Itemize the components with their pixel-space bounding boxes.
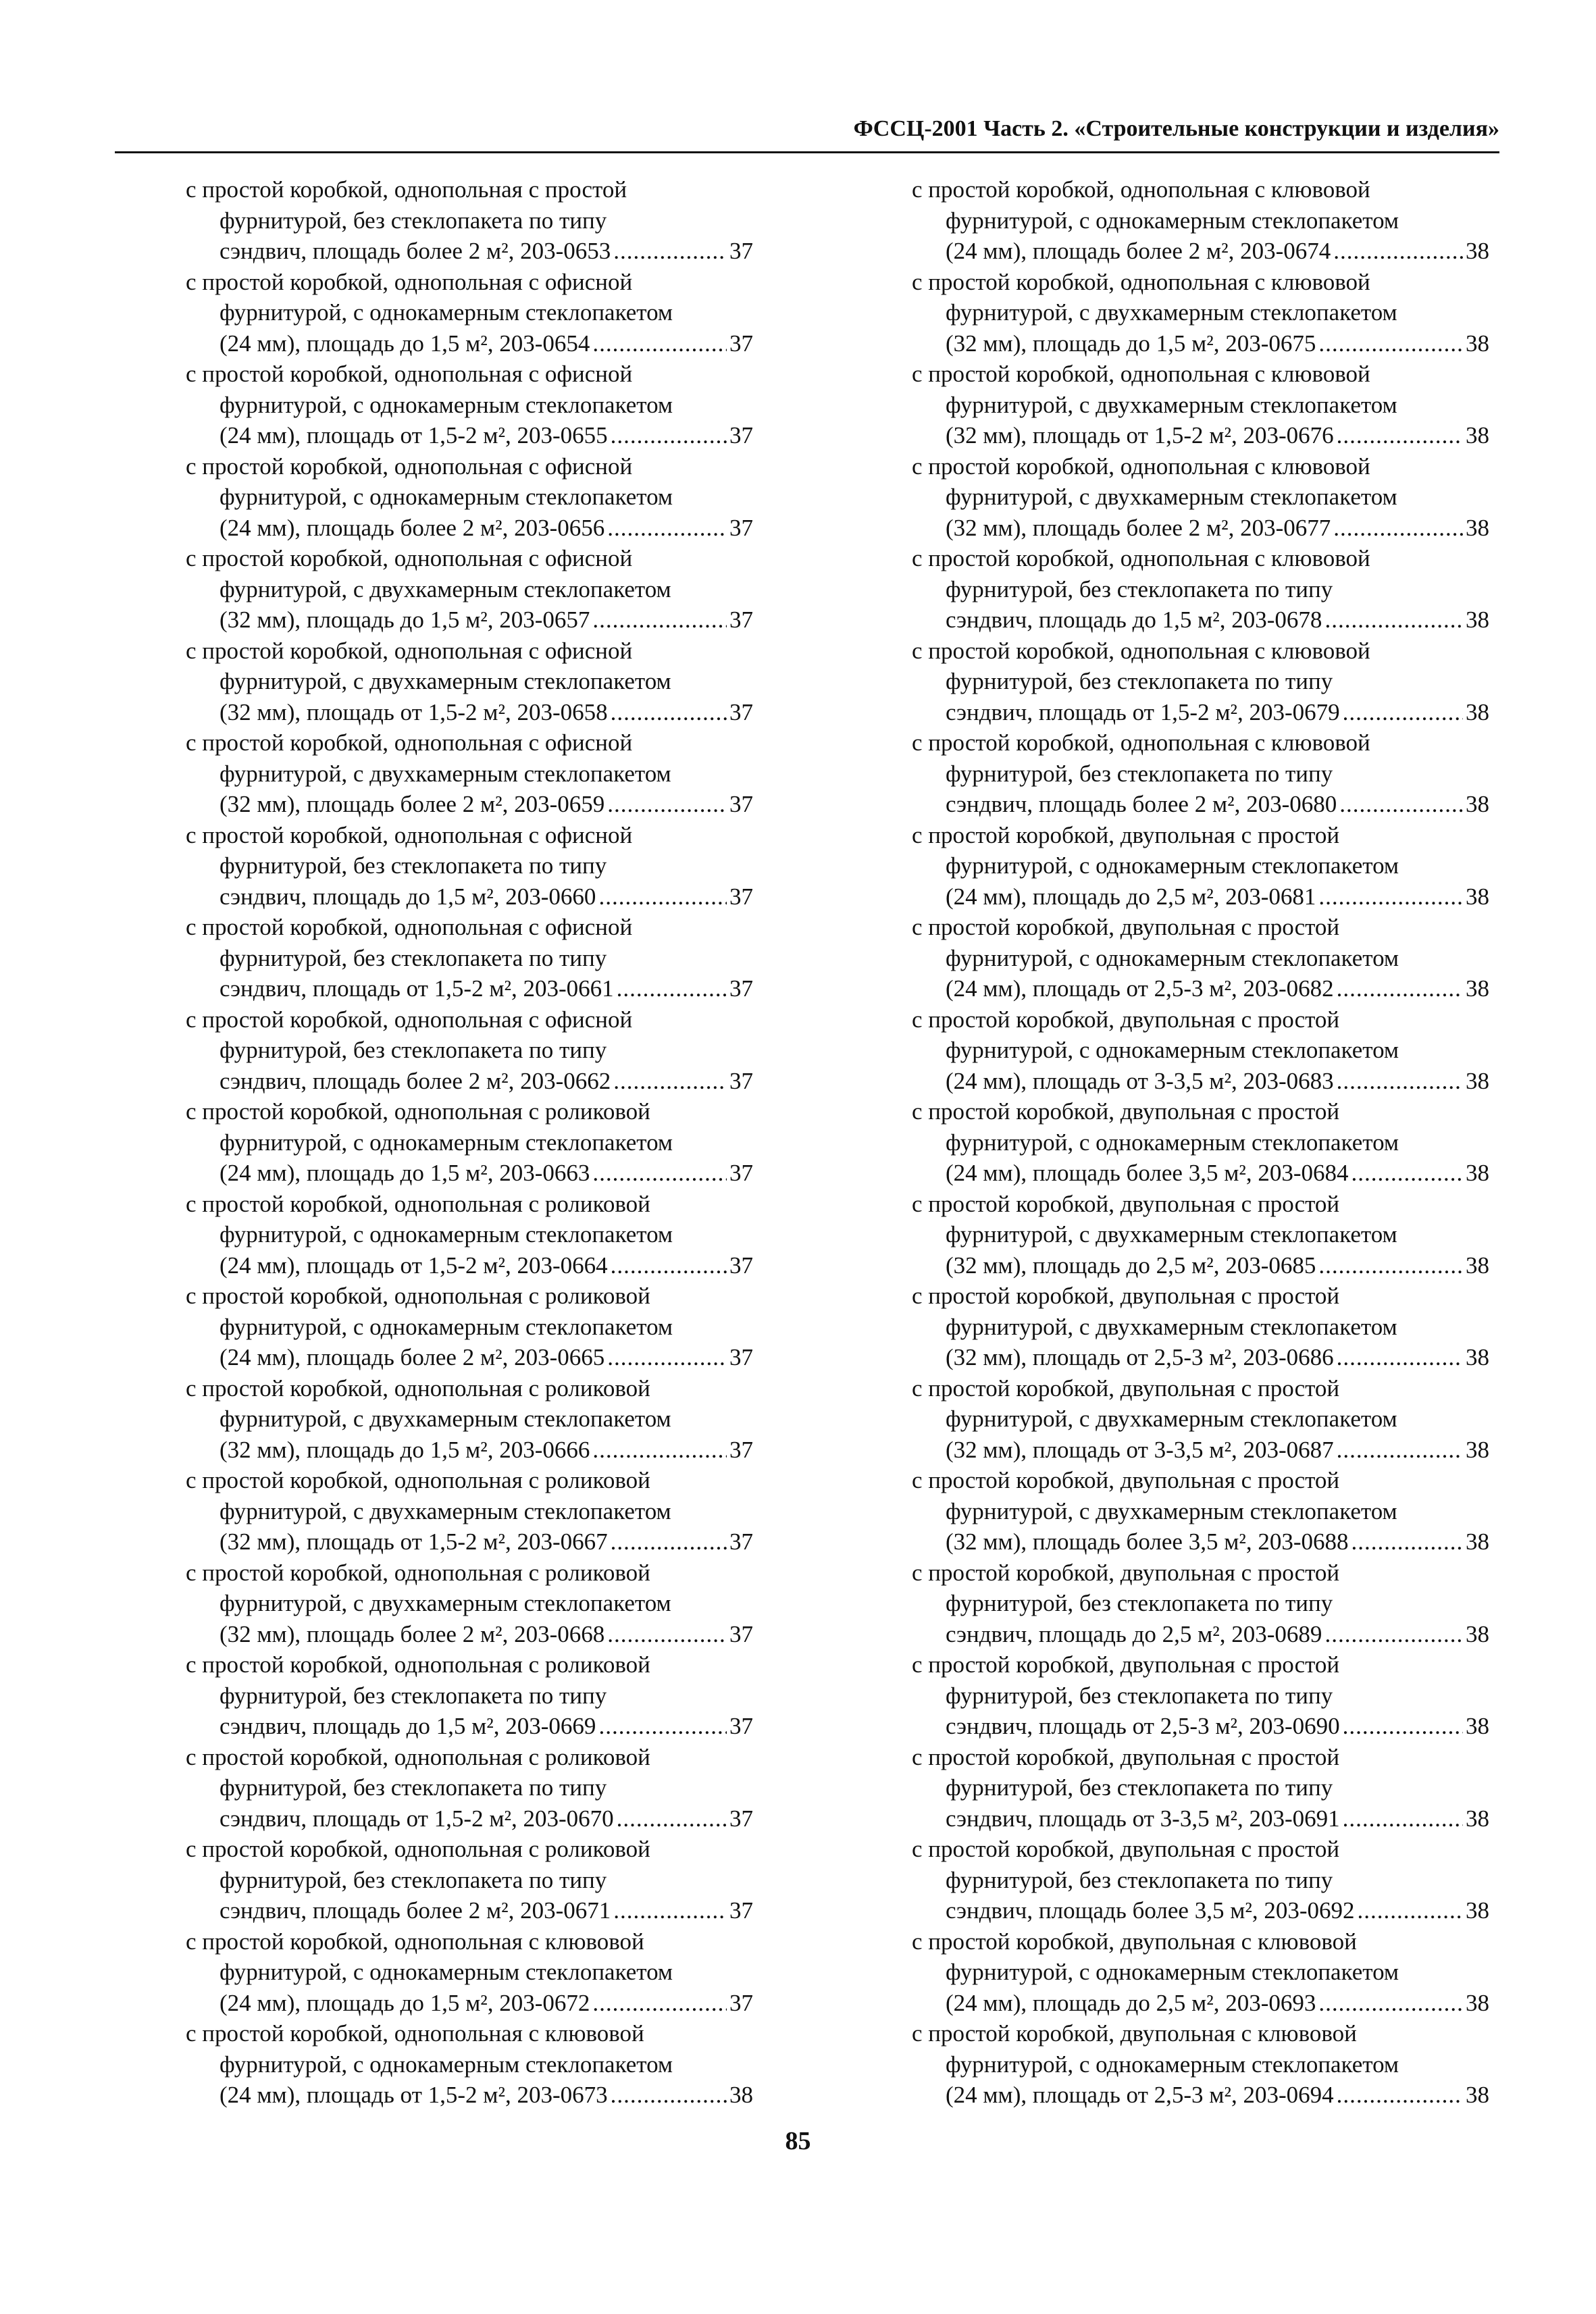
entry-line: фурнитурой, с двухкамерным стеклопакетом bbox=[946, 391, 1397, 418]
index-entry bbox=[186, 1096, 753, 1189]
entry-page-ref: 37 bbox=[729, 1713, 753, 1739]
entry-line: с простой коробкой, однопольная с роликовой bbox=[186, 1190, 650, 1217]
entry-page-ref: 38 bbox=[1466, 1989, 1489, 2016]
dot-leader bbox=[1352, 1526, 1464, 1558]
index-entry bbox=[186, 1649, 753, 1742]
entry-line: фурнитурой, с двухкамерным стеклопакетом bbox=[946, 1313, 1397, 1340]
entry-line: с простой коробкой, однопольная с роликовой bbox=[186, 1283, 650, 1309]
entry-line: с простой коробкой, двупольная с простой bbox=[912, 1743, 1340, 1770]
index-entry bbox=[186, 2018, 753, 2111]
entry-line: (24 мм), площадь от 1,5-2 м², 203-0664 bbox=[220, 1252, 608, 1279]
right-index-column bbox=[912, 174, 1489, 2111]
entry-line: фурнитурой, без стеклопакета по типу bbox=[946, 760, 1333, 787]
entry-line: (24 мм), площадь до 1,5 м², 203-0663 bbox=[220, 1160, 590, 1186]
entry-line: фурнитурой, без стеклопакета по типу bbox=[220, 1682, 607, 1709]
entry-page-ref: 37 bbox=[729, 1344, 753, 1370]
entry-last-line bbox=[912, 1895, 1489, 1926]
dot-leader bbox=[1318, 1250, 1463, 1281]
dot-leader bbox=[613, 1066, 727, 1097]
header-title: ФССЦ-2001 Часть 2. «Строительные конструкции и изделия» bbox=[853, 116, 1499, 141]
page-number: 85 bbox=[785, 2127, 811, 2155]
entry-line: (24 мм), площадь до 2,5 м², 203-0681 bbox=[946, 883, 1316, 910]
entry-line: с простой коробкой, однопольная с офисной bbox=[186, 729, 633, 756]
entry-line: сэндвич, площадь более 2 м², 203-0680 bbox=[946, 791, 1337, 817]
entry-last-line bbox=[186, 1526, 753, 1558]
dot-leader bbox=[607, 513, 727, 544]
entry-line: фурнитурой, с однокамерным стеклопакетом bbox=[946, 1959, 1399, 1985]
entry-last-line bbox=[912, 881, 1489, 912]
entry-last-line bbox=[186, 1250, 753, 1281]
entry-line: (32 мм), площадь от 1,5-2 м², 203-0658 bbox=[220, 698, 608, 725]
entry-last-line bbox=[912, 236, 1489, 267]
dot-leader bbox=[1318, 328, 1463, 359]
entry-last-line bbox=[186, 328, 753, 359]
index-entry bbox=[186, 912, 753, 1004]
entry-line: фурнитурой, с однокамерным стеклопакетом bbox=[946, 944, 1399, 971]
entry-line: сэндвич, площадь от 1,5-2 м², 203-0670 bbox=[220, 1805, 614, 1832]
dot-leader bbox=[1324, 1619, 1463, 1650]
index-entry bbox=[912, 1373, 1489, 1466]
entry-line: с простой коробкой, однопольная с клювовой bbox=[912, 729, 1370, 756]
entry-last-line bbox=[912, 605, 1489, 636]
entry-line: с простой коробкой, двупольная с простой bbox=[912, 1283, 1340, 1309]
dot-leader bbox=[598, 881, 727, 912]
entry-line: (24 мм), площадь от 3-3,5 м², 203-0683 bbox=[946, 1067, 1334, 1094]
dot-leader bbox=[611, 1526, 727, 1558]
dot-leader bbox=[613, 236, 727, 267]
entry-page-ref: 37 bbox=[729, 514, 753, 541]
entry-line: с простой коробкой, однопольная с клювовой bbox=[912, 268, 1370, 295]
entry-line: фурнитурой, без стеклопакета по типу bbox=[946, 668, 1333, 694]
index-entry bbox=[912, 636, 1489, 728]
entry-line: с простой коробкой, однопольная с клювовой bbox=[912, 176, 1370, 203]
index-entry bbox=[186, 1558, 753, 1650]
entry-page-ref: 38 bbox=[729, 2082, 753, 2108]
entry-last-line bbox=[186, 1895, 753, 1926]
entry-line: сэндвич, площадь от 1,5-2 м², 203-0679 bbox=[946, 698, 1340, 725]
index-entry bbox=[186, 1281, 753, 1373]
entry-last-line bbox=[186, 1619, 753, 1650]
entry-line: сэндвич, площадь более 2 м², 203-0653 bbox=[220, 238, 611, 264]
entry-last-line bbox=[912, 1250, 1489, 1281]
entry-line: фурнитурой, с однокамерным стеклопакетом bbox=[220, 1959, 673, 1985]
entry-line: с простой коробкой, однопольная с роликовой bbox=[186, 1651, 650, 1678]
entry-page-ref: 38 bbox=[1466, 1344, 1489, 1370]
dot-leader bbox=[611, 697, 727, 728]
entry-line: фурнитурой, без стеклопакета по типу bbox=[220, 1866, 607, 1893]
entry-last-line bbox=[186, 881, 753, 912]
entry-line: фурнитурой, с двухкамерным стеклопакетом bbox=[946, 1406, 1397, 1432]
entry-page-ref: 38 bbox=[1466, 791, 1489, 817]
index-entry bbox=[912, 1558, 1489, 1650]
entry-last-line bbox=[912, 1066, 1489, 1097]
dot-leader bbox=[1337, 2080, 1463, 2111]
entry-page-ref: 37 bbox=[729, 883, 753, 910]
entry-line: (24 мм), площадь до 1,5 м², 203-0654 bbox=[220, 330, 590, 357]
entry-last-line bbox=[912, 1435, 1489, 1466]
entry-line: с простой коробкой, однопольная с роликовой bbox=[186, 1374, 650, 1402]
entry-line: фурнитурой, без стеклопакета по типу bbox=[946, 575, 1333, 602]
entry-last-line bbox=[912, 513, 1489, 544]
entry-line: сэндвич, площадь до 1,5 м², 203-0669 bbox=[220, 1713, 596, 1739]
entry-page-ref: 37 bbox=[729, 1620, 753, 1647]
entry-page-ref: 38 bbox=[1466, 1897, 1489, 1924]
entry-page-ref: 38 bbox=[1466, 883, 1489, 910]
entry-line: фурнитурой, с двухкамерным стеклопакетом bbox=[220, 1590, 671, 1616]
entry-last-line bbox=[912, 328, 1489, 359]
entry-last-line bbox=[186, 1711, 753, 1742]
entry-line: фурнитурой, без стеклопакета по типу bbox=[946, 1590, 1333, 1616]
entry-line: фурнитурой, с однокамерным стеклопакетом bbox=[220, 484, 673, 510]
index-entry bbox=[186, 1742, 753, 1834]
entry-line: фурнитурой, с однокамерным стеклопакетом bbox=[220, 1313, 673, 1340]
index-entry bbox=[912, 1096, 1489, 1189]
entry-line: (32 мм), площадь более 3,5 м², 203-0688 bbox=[946, 1528, 1349, 1555]
entry-page-ref: 37 bbox=[729, 238, 753, 264]
entry-line: сэндвич, площадь до 2,5 м², 203-0689 bbox=[946, 1620, 1322, 1647]
dot-leader bbox=[617, 973, 727, 1004]
entry-line: сэндвич, площадь более 2 м², 203-0662 bbox=[220, 1067, 611, 1094]
index-entry bbox=[186, 267, 753, 359]
dot-leader bbox=[607, 789, 727, 820]
entry-page-ref: 37 bbox=[729, 422, 753, 448]
entry-last-line bbox=[912, 1526, 1489, 1558]
dot-leader bbox=[1339, 789, 1463, 820]
dot-leader bbox=[598, 1711, 727, 1742]
entry-line: с простой коробкой, однопольная с клювовой bbox=[912, 453, 1370, 480]
entry-last-line bbox=[912, 1342, 1489, 1373]
index-entry bbox=[186, 359, 753, 451]
entry-last-line bbox=[912, 697, 1489, 728]
entry-last-line bbox=[912, 1988, 1489, 2019]
entry-line: с простой коробкой, однопольная с клювовой bbox=[186, 2020, 644, 2047]
dot-leader bbox=[611, 2080, 727, 2111]
dot-leader bbox=[592, 1158, 727, 1189]
entry-line: с простой коробкой, двупольная с простой bbox=[912, 1836, 1340, 1862]
entry-line: (24 мм), площадь более 2 м², 203-0665 bbox=[220, 1344, 605, 1370]
entry-page-ref: 37 bbox=[729, 1805, 753, 1832]
entry-line: фурнитурой, с однокамерным стеклопакетом bbox=[946, 2051, 1399, 2078]
dot-leader bbox=[592, 1988, 727, 2019]
dot-leader bbox=[1318, 881, 1463, 912]
dot-leader bbox=[1337, 1435, 1463, 1466]
entry-page-ref: 37 bbox=[729, 698, 753, 725]
index-entry bbox=[912, 1465, 1489, 1558]
dot-leader bbox=[1343, 1803, 1463, 1834]
entry-line: (24 мм), площадь от 1,5-2 м², 203-0655 bbox=[220, 422, 608, 448]
entry-line: (32 мм), площадь до 1,5 м², 203-0675 bbox=[946, 330, 1316, 357]
entry-page-ref: 38 bbox=[1466, 607, 1489, 633]
entry-line: фурнитурой, с двухкамерным стеклопакетом bbox=[946, 299, 1397, 326]
index-entry bbox=[186, 543, 753, 636]
entry-line: фурнитурой, с однокамерным стеклопакетом bbox=[220, 299, 673, 326]
entry-line: с простой коробкой, однопольная с роликовой bbox=[186, 1098, 650, 1125]
entry-line: фурнитурой, с однокамерным стеклопакетом bbox=[946, 1037, 1399, 1063]
entry-line: сэндвич, площадь до 1,5 м², 203-0660 bbox=[220, 883, 596, 910]
entry-line: (24 мм), площадь более 2 м², 203-0656 bbox=[220, 514, 605, 541]
entry-line: (32 мм), площадь более 2 м², 203-0677 bbox=[946, 514, 1331, 541]
index-entry bbox=[186, 1189, 753, 1281]
entry-line: фурнитурой, без стеклопакета по типу bbox=[946, 1682, 1333, 1709]
entry-line: с простой коробкой, однопольная с офисной bbox=[186, 637, 633, 664]
entry-page-ref: 37 bbox=[729, 607, 753, 633]
dot-leader bbox=[1352, 1158, 1464, 1189]
dot-leader bbox=[592, 605, 727, 636]
entry-line: фурнитурой, с двухкамерным стеклопакетом bbox=[220, 1497, 671, 1524]
index-entry bbox=[186, 727, 753, 820]
entry-last-line bbox=[186, 420, 753, 451]
entry-last-line bbox=[186, 697, 753, 728]
dot-leader bbox=[1358, 1895, 1463, 1926]
entry-page-ref: 37 bbox=[729, 975, 753, 1002]
entry-line: (32 мм), площадь до 1,5 м², 203-0666 bbox=[220, 1436, 590, 1463]
entry-line: (32 мм), площадь от 1,5-2 м², 203-0676 bbox=[946, 422, 1334, 448]
entry-line: с простой коробкой, однопольная с офисной bbox=[186, 545, 633, 571]
entry-page-ref: 37 bbox=[729, 330, 753, 357]
index-entry bbox=[912, 1649, 1489, 1742]
left-index-column bbox=[186, 174, 753, 2111]
dot-leader bbox=[617, 1803, 727, 1834]
entry-line: сэндвич, площадь от 1,5-2 м², 203-0661 bbox=[220, 975, 614, 1002]
index-entry bbox=[186, 1834, 753, 1926]
entry-last-line bbox=[186, 605, 753, 636]
entry-last-line bbox=[186, 513, 753, 544]
entry-last-line bbox=[186, 1435, 753, 1466]
entry-line: с простой коробкой, двупольная с клювовой bbox=[912, 2020, 1357, 2047]
index-entry bbox=[912, 359, 1489, 451]
entry-line: фурнитурой, с однокамерным стеклопакетом bbox=[220, 391, 673, 418]
index-entry bbox=[912, 1189, 1489, 1281]
entry-line: фурнитурой, с однокамерным стеклопакетом bbox=[220, 1221, 673, 1248]
entry-line: (32 мм), площадь от 3-3,5 м², 203-0687 bbox=[946, 1436, 1334, 1463]
entry-line: с простой коробкой, однопольная с клювовой bbox=[912, 361, 1370, 387]
entry-page-ref: 38 bbox=[1466, 2082, 1489, 2108]
entry-last-line bbox=[186, 973, 753, 1004]
entry-line: с простой коробкой, двупольная с простой bbox=[912, 914, 1340, 940]
index-entry bbox=[186, 174, 753, 267]
entry-last-line bbox=[912, 1803, 1489, 1834]
entry-page-ref: 38 bbox=[1466, 1805, 1489, 1832]
entry-last-line bbox=[186, 2080, 753, 2111]
entry-line: фурнитурой, с однокамерным стеклопакетом bbox=[220, 2051, 673, 2078]
entry-line: с простой коробкой, однопольная с офисной bbox=[186, 453, 633, 480]
entry-last-line bbox=[912, 973, 1489, 1004]
entry-last-line bbox=[186, 1158, 753, 1189]
index-entry bbox=[186, 820, 753, 912]
entry-line: сэндвич, площадь более 2 м², 203-0671 bbox=[220, 1897, 611, 1924]
entry-line: (32 мм), площадь до 2,5 м², 203-0685 bbox=[946, 1252, 1316, 1279]
index-entry bbox=[912, 174, 1489, 267]
entry-page-ref: 37 bbox=[729, 1160, 753, 1186]
entry-line: с простой коробкой, однопольная с клювовой bbox=[912, 545, 1370, 571]
entry-line: фурнитурой, с однокамерным стеклопакетом bbox=[946, 207, 1399, 234]
entry-line: сэндвич, площадь более 3,5 м², 203-0692 bbox=[946, 1897, 1355, 1924]
entry-line: (24 мм), площадь от 2,5-3 м², 203-0682 bbox=[946, 975, 1334, 1002]
entry-line: фурнитурой, с двухкамерным стеклопакетом bbox=[946, 484, 1397, 510]
entry-page-ref: 38 bbox=[1466, 238, 1489, 264]
entry-line: с простой коробкой, двупольная с простой bbox=[912, 1651, 1340, 1678]
entry-line: с простой коробкой, двупольная с простой bbox=[912, 821, 1340, 848]
entry-line: (24 мм), площадь до 2,5 м², 203-0693 bbox=[946, 1989, 1316, 2016]
entry-line: (32 мм), площадь от 2,5-3 м², 203-0686 bbox=[946, 1344, 1334, 1370]
index-entry bbox=[912, 912, 1489, 1004]
dot-leader bbox=[1337, 1066, 1463, 1097]
entry-line: сэндвич, площадь до 1,5 м², 203-0678 bbox=[946, 607, 1322, 633]
index-entry bbox=[912, 820, 1489, 912]
entry-line: фурнитурой, без стеклопакета по типу bbox=[220, 1774, 607, 1801]
dot-leader bbox=[592, 1435, 727, 1466]
entry-last-line bbox=[186, 1803, 753, 1834]
entry-line: фурнитурой, с однокамерным стеклопакетом bbox=[946, 1129, 1399, 1156]
entry-last-line bbox=[912, 1619, 1489, 1650]
entry-last-line bbox=[912, 420, 1489, 451]
dot-leader bbox=[607, 1342, 727, 1373]
entry-line: с простой коробкой, двупольная с простой bbox=[912, 1006, 1340, 1033]
entry-last-line bbox=[912, 1158, 1489, 1189]
index-entry bbox=[912, 1834, 1489, 1926]
entry-line: с простой коробкой, однопольная с офисной bbox=[186, 914, 633, 940]
entry-line: (24 мм), площадь до 1,5 м², 203-0672 bbox=[220, 1989, 590, 2016]
dot-leader bbox=[611, 420, 727, 451]
entry-page-ref: 38 bbox=[1466, 1713, 1489, 1739]
entry-page-ref: 37 bbox=[729, 1528, 753, 1555]
entry-line: с простой коробкой, двупольная с простой bbox=[912, 1374, 1340, 1402]
entry-line: фурнитурой, без стеклопакета по типу bbox=[946, 1866, 1333, 1893]
index-entry bbox=[912, 2018, 1489, 2111]
index-entry bbox=[912, 1926, 1489, 2019]
entry-line: (24 мм), площадь от 2,5-3 м², 203-0694 bbox=[946, 2082, 1334, 2108]
entry-last-line bbox=[912, 789, 1489, 820]
entry-page-ref: 38 bbox=[1466, 1067, 1489, 1094]
entry-line: (24 мм), площадь более 2 м², 203-0674 bbox=[946, 238, 1331, 264]
entry-line: с простой коробкой, двупольная с простой bbox=[912, 1467, 1340, 1493]
index-entry bbox=[912, 1004, 1489, 1097]
entry-page-ref: 38 bbox=[1466, 422, 1489, 448]
entry-line: фурнитурой, с однокамерным стеклопакетом bbox=[220, 1129, 673, 1156]
entry-line: с простой коробкой, двупольная с клювовой bbox=[912, 1928, 1357, 1955]
entry-page-ref: 38 bbox=[1466, 514, 1489, 541]
entry-line: фурнитурой, без стеклопакета по типу bbox=[220, 852, 607, 879]
index-entry bbox=[186, 1373, 753, 1466]
entry-line: сэндвич, площадь от 2,5-3 м², 203-0690 bbox=[946, 1713, 1340, 1739]
index-entry bbox=[912, 451, 1489, 544]
entry-page-ref: 37 bbox=[729, 1067, 753, 1094]
index-entry bbox=[186, 1465, 753, 1558]
dot-leader bbox=[1337, 973, 1463, 1004]
entry-last-line bbox=[912, 1711, 1489, 1742]
dot-leader bbox=[1337, 420, 1463, 451]
index-entry bbox=[186, 636, 753, 728]
entry-last-line bbox=[186, 1066, 753, 1097]
entry-line: (24 мм), площадь от 1,5-2 м², 203-0673 bbox=[220, 2082, 608, 2108]
index-entry bbox=[912, 727, 1489, 820]
index-entry bbox=[912, 267, 1489, 359]
entry-line: фурнитурой, без стеклопакета по типу bbox=[220, 207, 607, 234]
entry-line: фурнитурой, без стеклопакета по типу bbox=[220, 1037, 607, 1063]
running-header bbox=[115, 113, 1499, 153]
entry-line: с простой коробкой, однопольная с роликовой bbox=[186, 1836, 650, 1862]
entry-line: с простой коробкой, двупольная с простой bbox=[912, 1190, 1340, 1217]
entry-line: (24 мм), площадь более 3,5 м², 203-0684 bbox=[946, 1160, 1349, 1186]
entry-line: фурнитурой, без стеклопакета по типу bbox=[946, 1774, 1333, 1801]
entry-line: с простой коробкой, двупольная с простой bbox=[912, 1098, 1340, 1125]
entry-page-ref: 37 bbox=[729, 791, 753, 817]
index-entry bbox=[186, 1004, 753, 1097]
dot-leader bbox=[1343, 697, 1463, 728]
entry-line: с простой коробкой, однопольная с офисной bbox=[186, 361, 633, 387]
dot-leader bbox=[1343, 1711, 1463, 1742]
entry-page-ref: 37 bbox=[729, 1897, 753, 1924]
entry-line: (32 мм), площадь более 2 м², 203-0659 bbox=[220, 791, 605, 817]
entry-line: с простой коробкой, однопольная с офисной bbox=[186, 1006, 633, 1033]
entry-line: с простой коробкой, однопольная с офисной bbox=[186, 268, 633, 295]
entry-last-line bbox=[912, 2080, 1489, 2111]
entry-line: с простой коробкой, двупольная с простой bbox=[912, 1559, 1340, 1586]
entry-page-ref: 38 bbox=[1466, 1436, 1489, 1463]
entry-line: фурнитурой, без стеклопакета по типу bbox=[220, 944, 607, 971]
entry-line: с простой коробкой, однопольная с клювовой bbox=[186, 1928, 644, 1955]
index-entry bbox=[186, 451, 753, 544]
dot-leader bbox=[1337, 1342, 1463, 1373]
entry-line: (32 мм), площадь более 2 м², 203-0668 bbox=[220, 1620, 605, 1647]
entry-page-ref: 38 bbox=[1466, 1160, 1489, 1186]
entry-line: с простой коробкой, однопольная с роликовой bbox=[186, 1743, 650, 1770]
index-entry bbox=[912, 1742, 1489, 1834]
entry-page-ref: 37 bbox=[729, 1989, 753, 2016]
entry-page-ref: 38 bbox=[1466, 1528, 1489, 1555]
index-entry bbox=[186, 1926, 753, 2019]
entry-line: (32 мм), площадь до 1,5 м², 203-0657 bbox=[220, 607, 590, 633]
entry-line: с простой коробкой, однопольная с роликовой bbox=[186, 1467, 650, 1493]
entry-last-line bbox=[186, 1988, 753, 2019]
dot-leader bbox=[611, 1250, 727, 1281]
index-entry bbox=[912, 1281, 1489, 1373]
entry-page-ref: 38 bbox=[1466, 698, 1489, 725]
entry-line: фурнитурой, с однокамерным стеклопакетом bbox=[946, 852, 1399, 879]
entry-last-line bbox=[186, 1342, 753, 1373]
entry-line: фурнитурой, с двухкамерным стеклопакетом bbox=[946, 1497, 1397, 1524]
entry-line: сэндвич, площадь от 3-3,5 м², 203-0691 bbox=[946, 1805, 1340, 1832]
entry-line: фурнитурой, с двухкамерным стеклопакетом bbox=[220, 668, 671, 694]
entry-line: (32 мм), площадь от 1,5-2 м², 203-0667 bbox=[220, 1528, 608, 1555]
entry-page-ref: 38 bbox=[1466, 975, 1489, 1002]
entry-line: фурнитурой, с двухкамерным стеклопакетом bbox=[220, 575, 671, 602]
dot-leader bbox=[1318, 1988, 1463, 2019]
dot-leader bbox=[592, 328, 727, 359]
dot-leader bbox=[613, 1895, 727, 1926]
dot-leader bbox=[607, 1619, 727, 1650]
entry-last-line bbox=[186, 236, 753, 267]
entry-line: с простой коробкой, однопольная с офисной bbox=[186, 821, 633, 848]
dot-leader bbox=[1324, 605, 1463, 636]
entry-page-ref: 37 bbox=[729, 1436, 753, 1463]
entry-line: с простой коробкой, однопольная с клювовой bbox=[912, 637, 1370, 664]
entry-line: с простой коробкой, однопольная с роликовой bbox=[186, 1559, 650, 1586]
entry-page-ref: 38 bbox=[1466, 1620, 1489, 1647]
entry-line: фурнитурой, с двухкамерным стеклопакетом bbox=[220, 1406, 671, 1432]
dot-leader bbox=[1333, 236, 1463, 267]
index-entry bbox=[912, 543, 1489, 636]
entry-line: с простой коробкой, однопольная с простой bbox=[186, 176, 627, 203]
entry-page-ref: 38 bbox=[1466, 1252, 1489, 1279]
entry-last-line bbox=[186, 789, 753, 820]
entry-line: фурнитурой, с двухкамерным стеклопакетом bbox=[946, 1221, 1397, 1248]
dot-leader bbox=[1333, 513, 1463, 544]
entry-line: фурнитурой, с двухкамерным стеклопакетом bbox=[220, 760, 671, 787]
entry-page-ref: 37 bbox=[729, 1252, 753, 1279]
entry-page-ref: 38 bbox=[1466, 330, 1489, 357]
